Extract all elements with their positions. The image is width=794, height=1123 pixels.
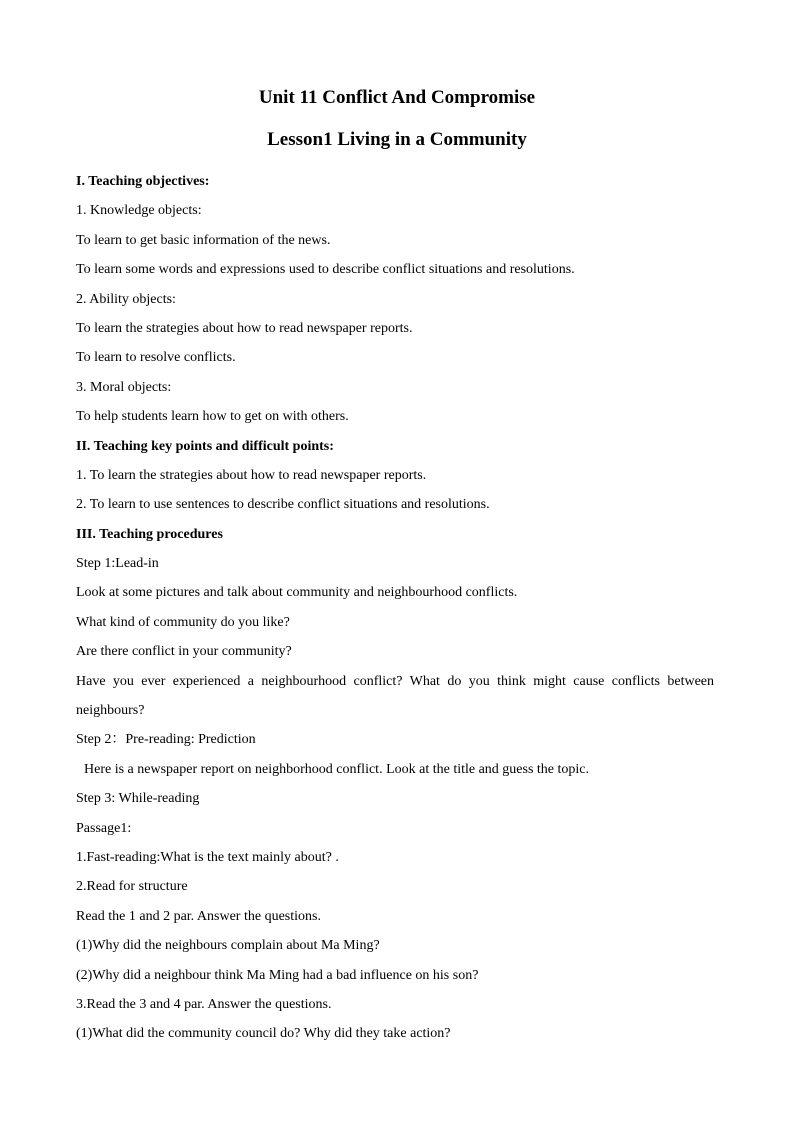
document-title: Unit 11 Conflict And Compromise	[258, 87, 536, 108]
section-heading-key-points: II. Teaching key points and difficult points:	[76, 438, 334, 454]
text-line: To learn some words and expressions used to describe conflict situations and resolutions.	[76, 262, 575, 278]
text-line: 2. To learn to use sentences to describe conflict situations and resolutions.	[76, 497, 490, 513]
text-line: 1. To learn the strategies about how to read newspaper reports.	[76, 467, 427, 483]
text-line: What kind of community do you like?	[76, 614, 290, 630]
text-paragraph: Have you ever experienced a neighbourhood conflict? What do you think might cause conflicts between neighbours?	[76, 673, 714, 719]
text-line: 2.Read for structure	[76, 879, 188, 895]
question-line: (1)Why did the neighbours complain about Ma Ming?	[76, 938, 380, 954]
text-line: Look at some pictures and talk about community and neighbourhood conflicts.	[76, 585, 518, 601]
subheading-knowledge: 1. Knowledge objects:	[76, 203, 202, 219]
subheading-moral: 3. Moral objects:	[76, 379, 172, 395]
lesson-title: Lesson1 Living in a Community	[267, 129, 527, 150]
text-line: 1.Fast-reading:What is the text mainly about? .	[76, 850, 339, 866]
step-heading: Step 2：Pre-reading: Prediction	[76, 732, 256, 748]
text-line: To learn to resolve conflicts.	[76, 350, 236, 366]
text-line: Are there conflict in your community?	[76, 644, 292, 660]
document-body	[76, 167, 714, 1049]
step-heading: Step 1:Lead-in	[76, 556, 159, 572]
text-line: 3.Read the 3 and 4 par. Answer the questions.	[76, 996, 332, 1012]
text-line: Read the 1 and 2 par. Answer the questions.	[76, 908, 321, 924]
text-line: To learn the strategies about how to read newspaper reports.	[76, 320, 413, 336]
step-heading: Step 3: While-reading	[76, 791, 200, 807]
text-line: To learn to get basic information of the news.	[76, 232, 331, 248]
section-heading-procedures: III. Teaching procedures	[76, 526, 223, 542]
question-line: (2)Why did a neighbour think Ma Ming had a bad influence on his son?	[76, 967, 479, 983]
question-line: (1)What did the community council do? Why did they take action?	[76, 1026, 451, 1042]
section-heading-objectives: I. Teaching objectives:	[76, 174, 210, 189]
text-line: To help students learn how to get on with others.	[76, 409, 349, 425]
subheading-ability: 2. Ability objects:	[76, 291, 176, 307]
text-line: Passage1:	[76, 820, 132, 836]
text-line: Here is a newspaper report on neighborhood conflict. Look at the title and guess the topic.	[84, 761, 590, 777]
